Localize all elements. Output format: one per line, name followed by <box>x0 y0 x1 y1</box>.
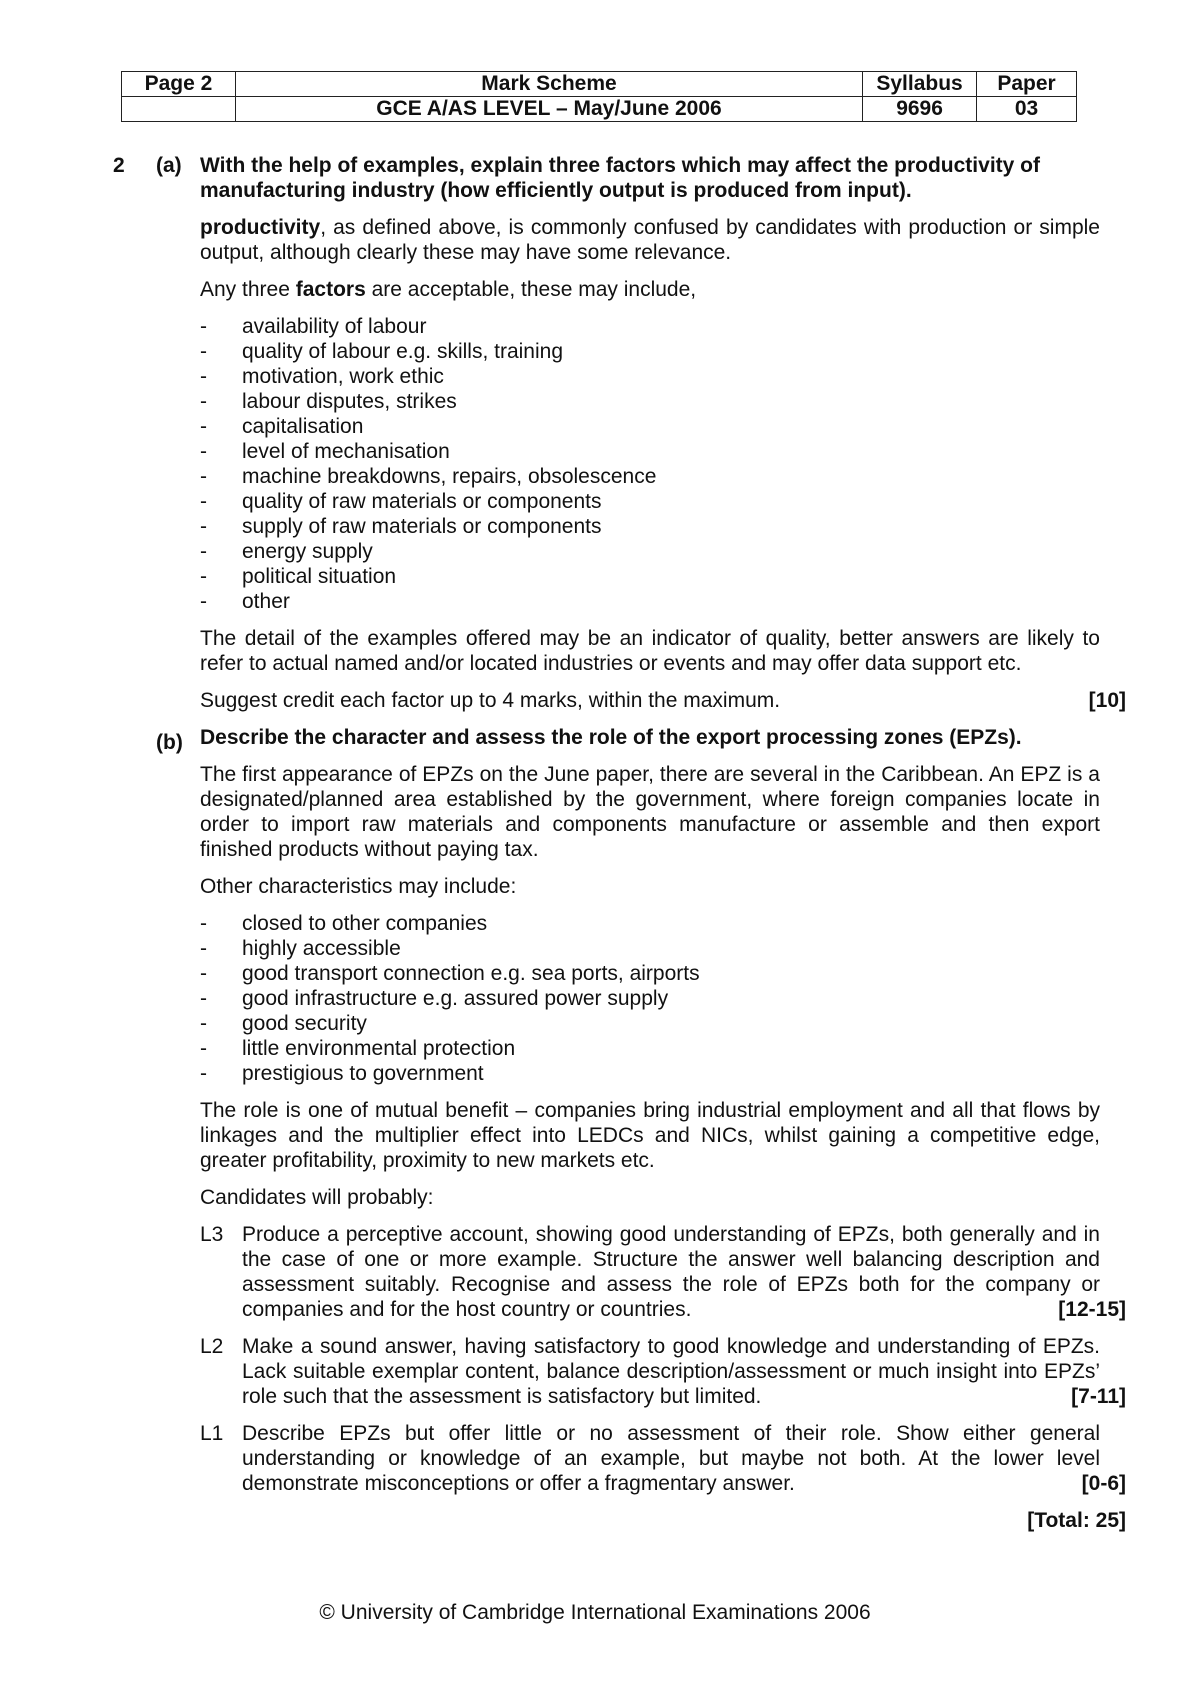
answer-content <box>200 153 1126 1533</box>
mark-scheme-label: Mark Scheme <box>235 72 862 97</box>
list-item: - labour disputes, strikes <box>200 390 457 413</box>
list-item: - motivation, work ethic <box>200 365 444 388</box>
level-marks: [0-6] <box>1081 1472 1126 1495</box>
empty-cell <box>122 97 236 122</box>
part-a-para1-rest: , as defined above, is commonly confused by candidates with production or simple output, although clearly these may have some relevance. <box>200 216 1100 264</box>
part-a-para2 <box>200 277 1100 302</box>
part-a-para2-post: are acceptable, these may include, <box>365 278 697 301</box>
part-b-question: Describe the character and assess the role of the export processing zones (EPZs). <box>200 726 1022 749</box>
part-a-label: (a) <box>156 154 182 177</box>
list-item: - little environmental protection <box>200 1037 516 1060</box>
list-item: - political situation <box>200 565 397 588</box>
copyright-footer: © University of Cambridge International Examinations 2006 <box>319 1601 871 1624</box>
level-text: Produce a perceptive account, showing good understanding of EPZs, both generally and in the case of one or more example. Structure the answer well balancing description and assessment suitably. Recognise and assess the role of EPZs both for the company or companies and for the host country or countries. <box>242 1223 1100 1321</box>
part-b-label: (b) <box>156 731 183 754</box>
syllabus-code: 9696 <box>863 97 977 122</box>
factor-list <box>200 314 1100 614</box>
level-marks: [7-11] <box>1071 1385 1126 1408</box>
productivity-term: productivity <box>200 216 321 239</box>
paper-label: Paper <box>977 72 1077 97</box>
list-item: - good security <box>200 1012 367 1035</box>
part-a-credit: Suggest credit each factor up to 4 marks, within the maximum. <box>200 689 781 712</box>
level-marks: [12-15] <box>1058 1298 1126 1321</box>
paper-number: 03 <box>977 97 1077 122</box>
level-1 <box>200 1421 1126 1496</box>
question-number: 2 <box>113 154 125 177</box>
part-a-marks: [10] <box>1088 689 1126 712</box>
level-text: Make a sound answer, having satisfactory to good knowledge and understanding of EPZs. Lack suitable exemplar content, balance description/assessment or much insight into EPZs’ role such that the assessment is satisfactory but limited. <box>242 1335 1100 1408</box>
list-item: - quality of labour e.g. skills, training <box>200 340 563 363</box>
part-a-credit-line <box>200 688 1126 713</box>
part-a-para2-pre: Any three <box>200 278 296 301</box>
level-label: L1 <box>200 1422 224 1445</box>
syllabus-label: Syllabus <box>863 72 977 97</box>
header-table <box>121 71 1077 122</box>
list-item: - availability of labour <box>200 315 427 338</box>
list-item: - capitalisation <box>200 415 364 438</box>
list-item: - prestigious to government <box>200 1062 484 1085</box>
exam-title: GCE A/AS LEVEL – May/June 2006 <box>235 97 862 122</box>
part-b-para1: The first appearance of EPZs on the June paper, there are several in the Caribbean. An EPZ is a designated/planned area established by the government, where foreign companies locate in order to import raw materials and components manufacture or assemble and then export finished products without paying tax. <box>200 763 1100 861</box>
part-a-para1 <box>200 215 1100 265</box>
list-item: - other <box>200 590 290 613</box>
list-item: - machine breakdowns, repairs, obsolescence <box>200 465 657 488</box>
list-item: - quality of raw materials or components <box>200 490 602 513</box>
total-marks: [Total: 25] <box>1027 1509 1126 1532</box>
list-item: - supply of raw materials or components <box>200 515 602 538</box>
factors-term: factors <box>295 278 366 301</box>
list-item: - energy supply <box>200 540 373 563</box>
level-2 <box>200 1334 1126 1409</box>
part-b-para2: Other characteristics may include: <box>200 875 517 898</box>
level-text: Describe EPZs but offer little or no assessment of their role. Show either general understanding or knowledge of an example, but maybe not both. At the lower level demonstrate misconceptions or offer a fragmentary answer. <box>242 1422 1100 1495</box>
part-b-para4: Candidates will probably: <box>200 1186 434 1209</box>
level-label: L3 <box>200 1223 224 1246</box>
page-label: Page 2 <box>122 72 236 97</box>
list-item: - good transport connection e.g. sea ports, airports <box>200 962 700 985</box>
list-item: - closed to other companies <box>200 912 488 935</box>
part-a-para3: The detail of the examples offered may be an indicator of quality, better answers are likely to refer to actual named and/or located industries or events and may offer data support etc. <box>200 627 1100 675</box>
list-item: - level of mechanisation <box>200 440 450 463</box>
level-label: L2 <box>200 1335 224 1358</box>
part-b-para3: The role is one of mutual benefit – companies bring industrial employment and all that flows by linkages and the multiplier effect into LEDCs and NICs, whilst gaining a competitive edge, greater profitability, proximity to new markets etc. <box>200 1099 1100 1172</box>
characteristics-list <box>200 911 1100 1086</box>
level-3 <box>200 1222 1126 1322</box>
part-a-question: With the help of examples, explain three factors which may affect the productivity of manufacturing industry (how efficiently output is produced from input). <box>200 154 1040 202</box>
list-item: - good infrastructure e.g. assured power supply <box>200 987 669 1010</box>
list-item: - highly accessible <box>200 937 401 960</box>
